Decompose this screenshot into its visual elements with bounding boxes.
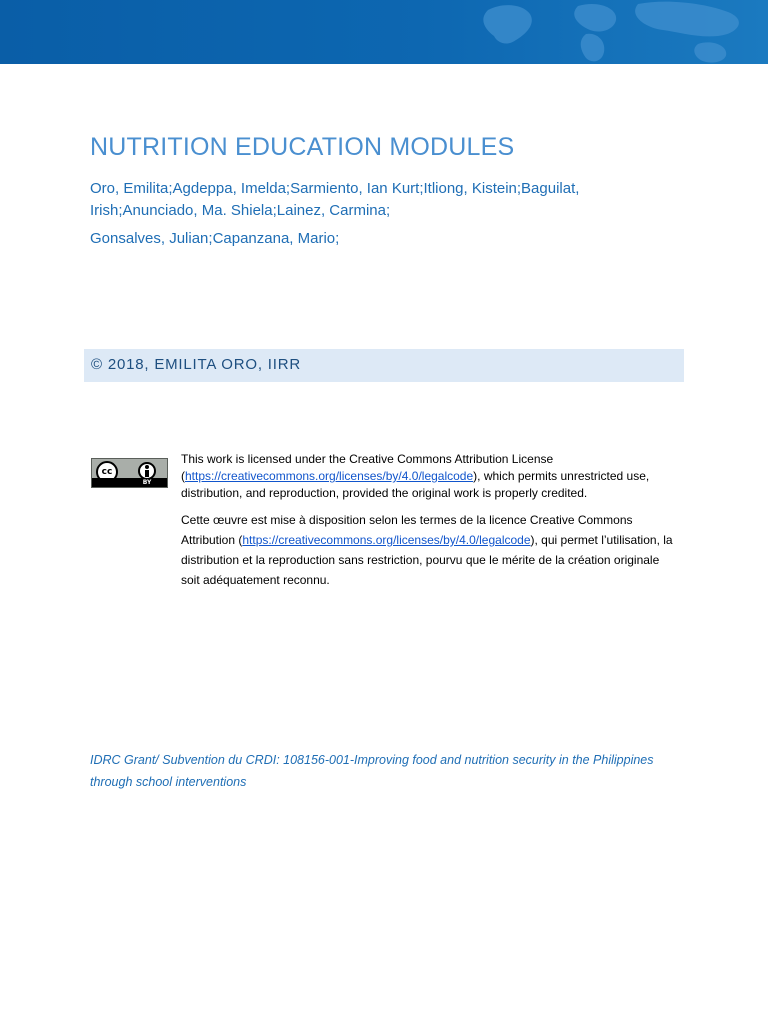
- top-banner: [0, 0, 768, 64]
- copyright-bar: [84, 349, 684, 382]
- grant-statement: IDRC Grant/ Subvention du CRDI: 108156-001-Improving food and nutrition security in the Philippines through school interventions: [90, 753, 654, 789]
- license-link-english[interactable]: https://creativecommons.org/licenses/by/4.0/legalcode: [185, 469, 474, 483]
- author-list: Oro, Emilita;Agdeppa, Imelda;Sarmiento, Ian Kurt;Itliong, Kistein;Baguilat, Irish;Anunciado, Ma. Shiela;Lainez, Carmina;: [90, 180, 580, 219]
- by-label: BY: [142, 479, 152, 486]
- license-en-text-end: ), which permits unrestricted use, distribution, and reproduction, provided the original work is properly credited.: [181, 469, 650, 500]
- document-title: NUTRITION EDUCATION MODULES: [90, 133, 515, 161]
- author-list-continued: Gonsalves, Julian;Capanzana, Mario;: [90, 230, 340, 247]
- cc-logo-icon: cc: [96, 461, 118, 483]
- world-map-icon: [468, 0, 768, 64]
- copyright-text: © 2018, EMILITA ORO, IIRR: [91, 356, 301, 373]
- license-fr-text-start: Cette œuvre est mise à disposition selon les termes de la licence Creative Commons Attribution (: [181, 513, 633, 547]
- license-fr-text-end: ), qui permet l’utilisation, la distribution et la reproduction sans restriction, pourvu que le mérite de la création originale soit adéquatement reconnu.: [181, 533, 673, 587]
- cc-by-license-icon: [91, 458, 168, 488]
- license-link-french[interactable]: https://creativecommons.org/licenses/by/4.0/legalcode: [242, 533, 531, 547]
- license-en-text-start: This work is licensed under the Creative Commons Attribution License (: [181, 452, 554, 483]
- license-text-french: [181, 510, 681, 590]
- license-text-english: [181, 451, 681, 502]
